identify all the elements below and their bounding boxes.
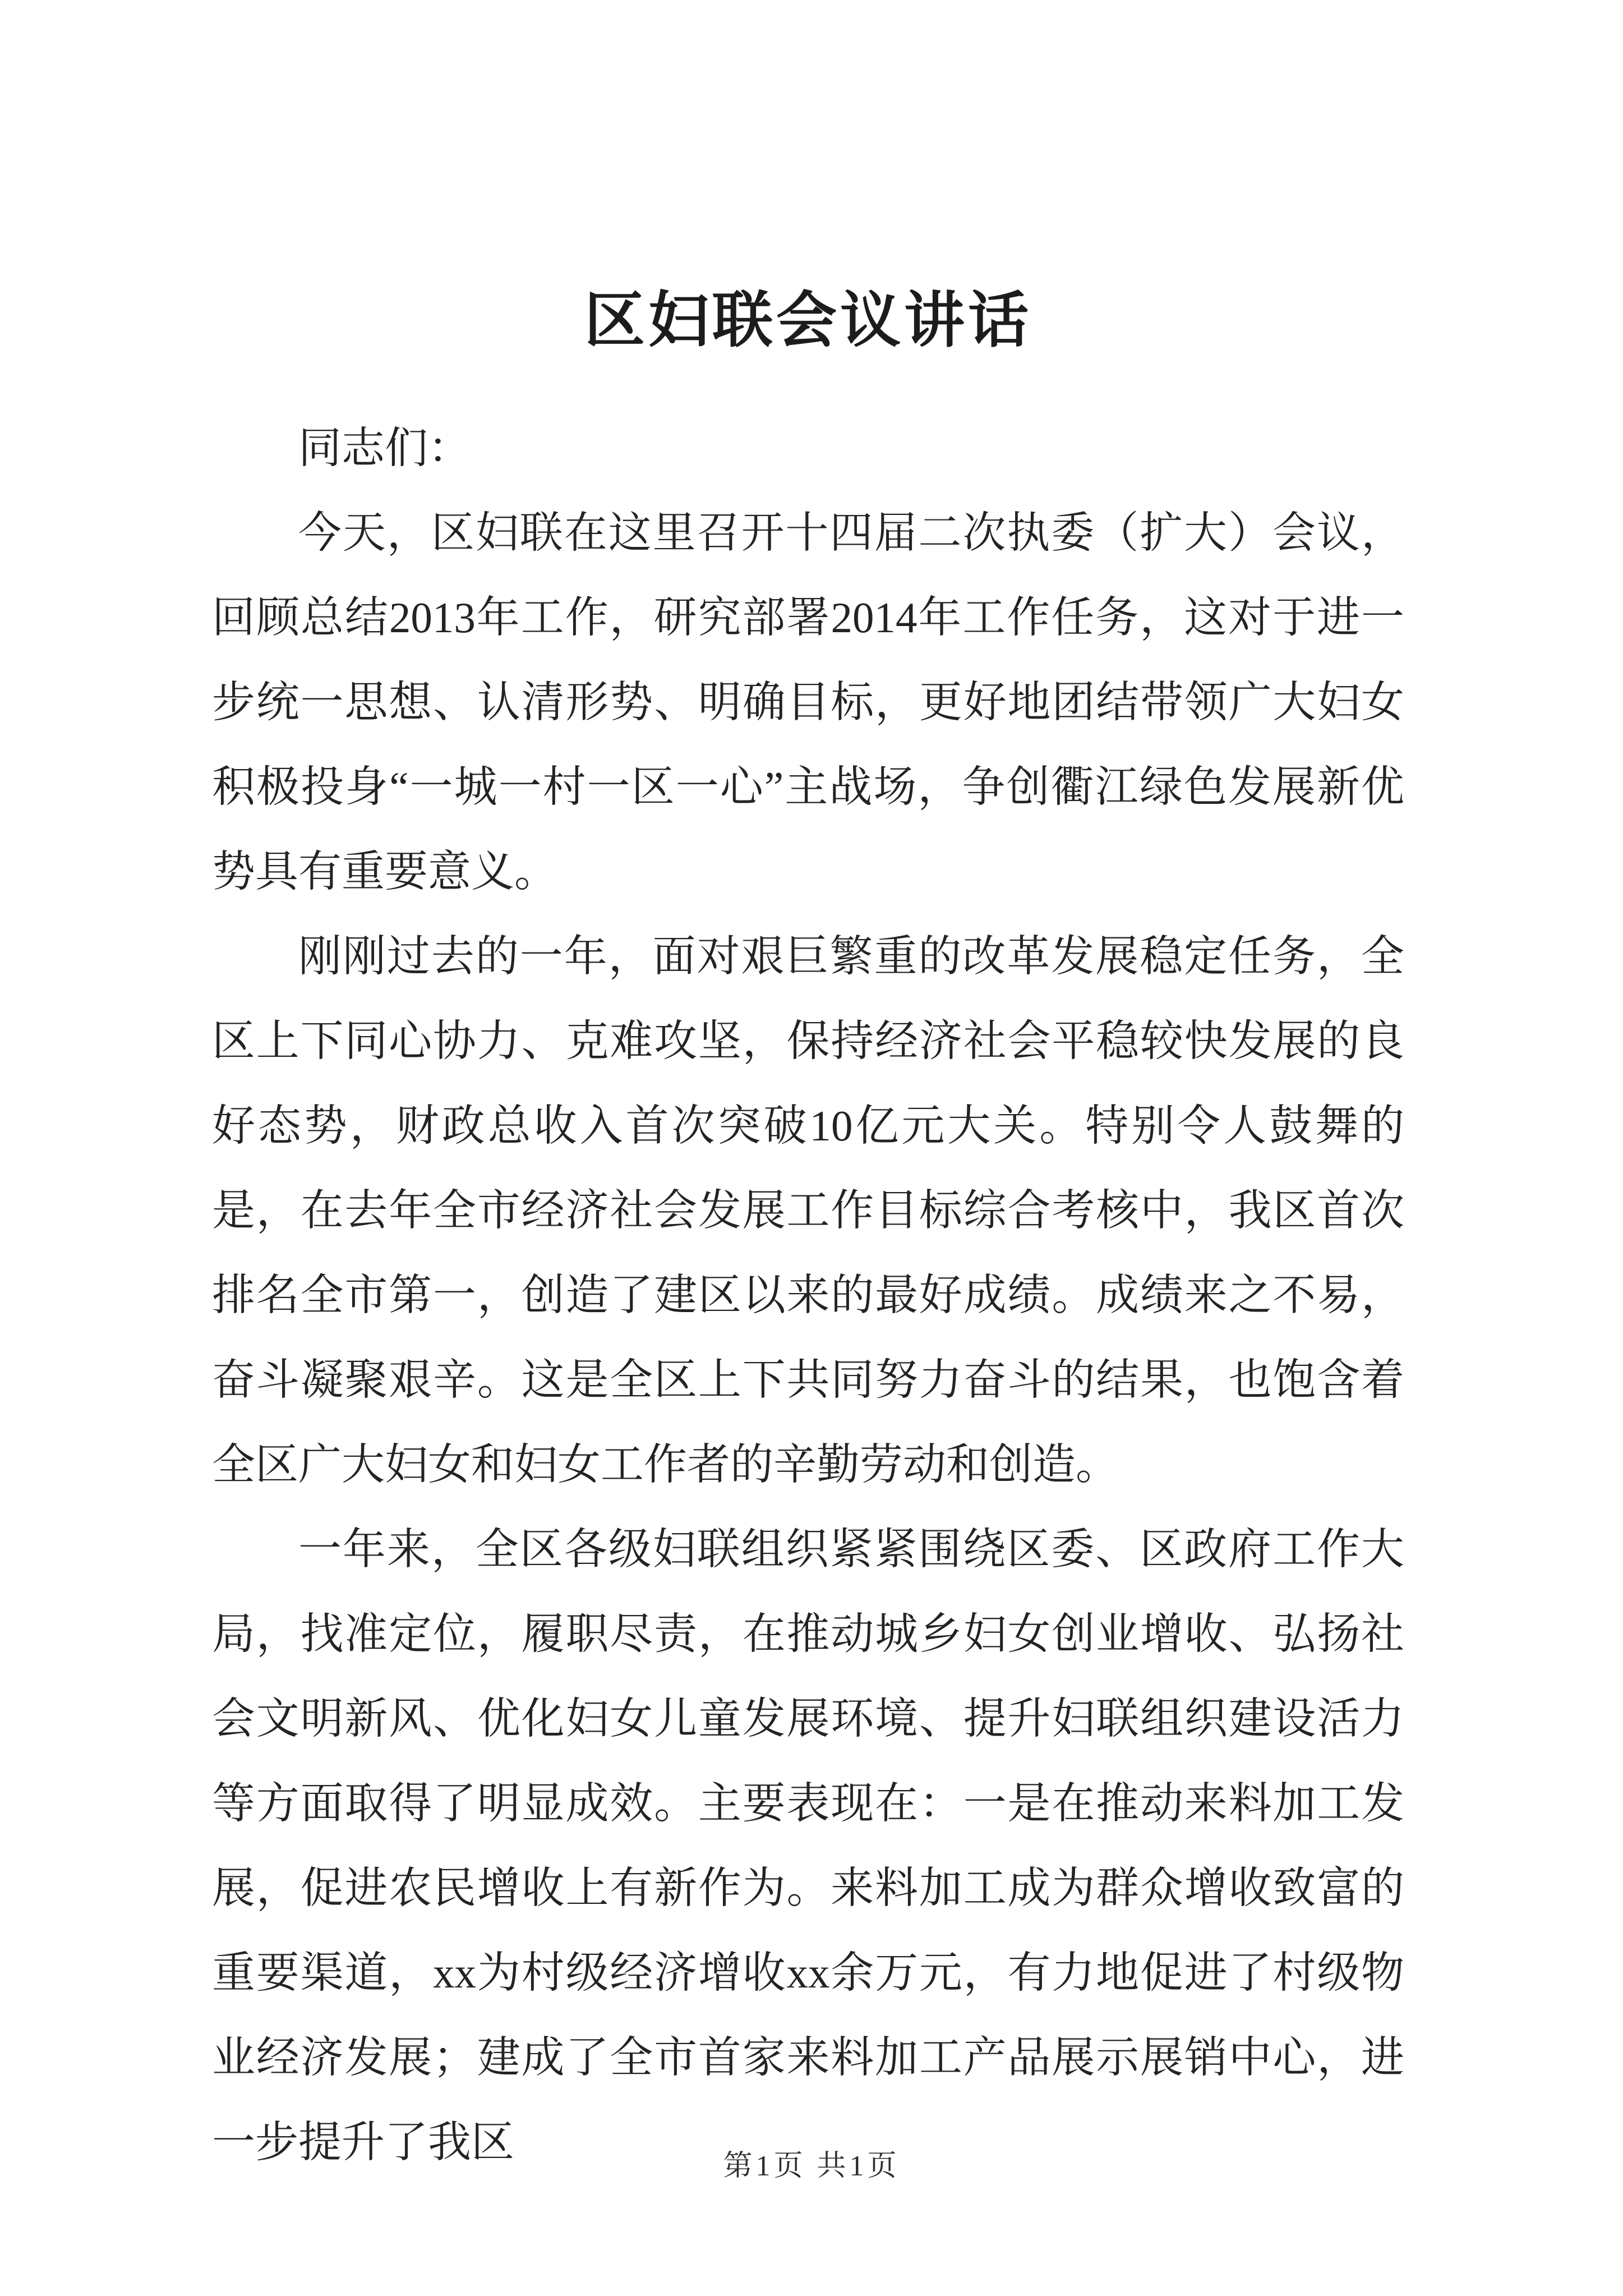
paragraph: 一年来，全区各级妇联组织紧紧围绕区委、区政府工作大局，找准定位，履职尽责，在推动城乡妇女创业增收、弘扬社会文明新风、优化妇女儿童发展环境、提升妇联组织建设活力等方面取得了明显成效。主要表现在：一是在推动来料加工发展，促进农民增收上有新作为。来料加工成为群众增收致富的重要渠道，xx为村级经济增收xx余万元，有力地促进了村级物业经济发展；建成了全市首家来料加工产品展示展销中心，进一步提升了我区 xyxy=(212,1525,1404,2166)
page-number: 第1页 共1页 xyxy=(723,2150,900,2182)
paragraph: 今天，区妇联在这里召开十四届二次执委（扩大）会议，回顾总结2013年工作，研究部署2014年工作任务，这对于进一步统一思想、认清形势、明确目标，更好地团结带领广大妇女积极投身“一城一村一区一心”主战场，争创衢江绿色发展新优势具有重要意义。 xyxy=(212,508,1404,896)
paragraph: 刚刚过去的一年，面对艰巨繁重的改革发展稳定任务，全区上下同心协力、克难攻坚，保持经济社会平稳较快发展的良好态势，财政总收入首次突破10亿元大关。特别令人鼓舞的是，在去年全市经济社会发展工作目标综合考核中，我区首次排名全市第一，创造了建区以来的最好成绩。成绩来之不易，奋斗凝聚艰辛。这是全区上下共同努力奋斗的结果，也饱含着全区广大妇女和妇女工作者的辛勤劳动和创造。 xyxy=(212,932,1404,1489)
document-body xyxy=(212,406,1404,2185)
document-title: 区妇联会议讲话 xyxy=(584,288,1032,355)
page-footer xyxy=(0,2142,1623,2184)
paragraph: 同志们： xyxy=(298,424,471,472)
